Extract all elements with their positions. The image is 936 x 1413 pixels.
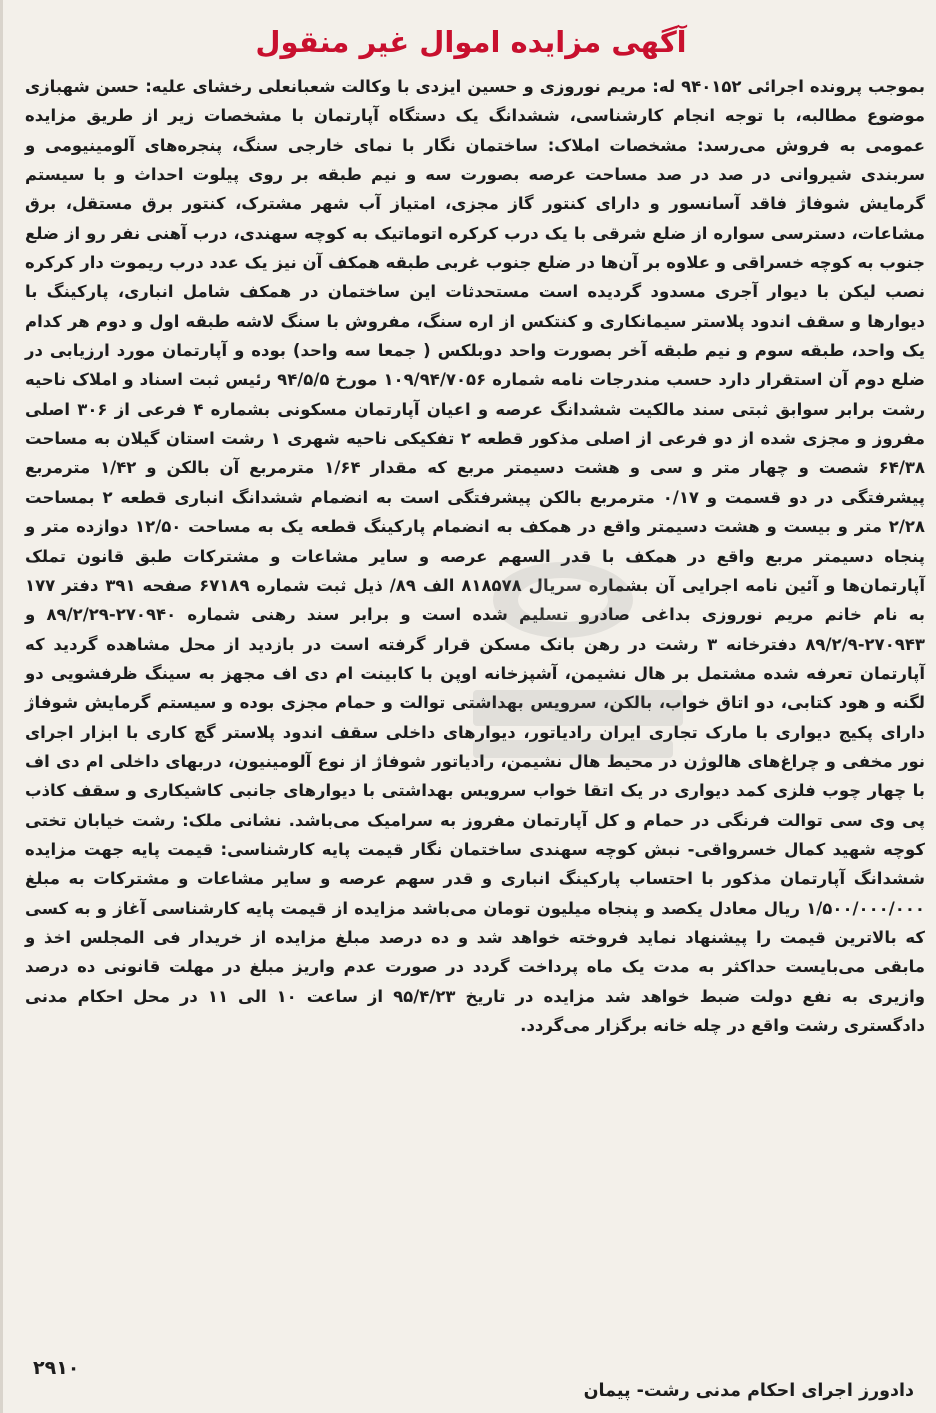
issuer-signature: دادورز اجرای احکام مدنی رشت- پیمان bbox=[583, 1381, 914, 1401]
ad-code: ۲۹۱۰ bbox=[33, 1357, 80, 1379]
notice-title: آگهی مزایده اموال غیر منقول bbox=[255, 25, 687, 59]
notice-body: بموجب پرونده اجرائی ۹۴۰۱۵۲ له: مریم نوروزی و حسین ایزدی با وکالت شعبانعلی رخشای علیه: حسن شهبازی موضوع مطالبه، با توجه انجام کارشناسی، ششدانگ یک دستگاه آپارتمان با مشخصات زیر از طریق مزایده عمومی به فروش می‌رسد: مشخصات املاک: ساختمان نگار با نمای خارجی سنگ، پنجره‌های آلومینیومی و سربندی شیروانی در صد در صد مساحت عرصه بصورت سه و نیم طبقه بر روی پیلوت احداث و با سیستم گرمایش شوفاژ فاقد آسانسور و دارای کنتور گاز مجزی، امتیاز آب شهر مشترک، کنتور برق مستقل، برق مشاعات، دسترسی سواره از ضلع شرقی با یک درب کرکره اتوماتیک به کوچه سهندی، درب آهنی نفر رو از ضلع جنوب به کوچه خسراقی و علاوه بر آن‌ها در ضلع جنوب غربی طبقه همکف آن نیز یک عدد درب ریموت دار کرکره نصب لیکن با دیوار آجری مسدود گردیده است مستحدثات این ساختمان در همکف شامل انباری، پارکینگ با دیوارها و سقف اندود پلاستر سیمانکاری و کنتکس از اره سنگ، مفروش با سنگ لاشه طبقه اول و دوم هر کدام یک واحد، طبقه سوم و نیم طبقه آخر بصورت واحد دوبلکس ( جمعا سه واحد) بوده و آپارتمان مورد ارزیابی در ضلع دوم آن استقرار دارد حسب مندرجات نامه شماره ۱۰۹/۹۴/۷۰۵۶ مورخ ۹۴/۵/۵ رئیس ثبت اسناد و املاک ناحیه رشت برابر سوابق ثبتی سند مالکیت ششدانگ عرصه و اعیان آپارتمان مسکونی بشماره ۴ فرعی از ۳۰۶ اصلی مفروز و مجزی شده از دو فرعی از اصلی مذکور قطعه ۲ تفکیکی ناحیه شهری ۱ رشت استان گیلان به مساحت ۶۴/۳۸ شصت و چهار متر و سی و هشت دسیمتر مربع که مقدار ۱/۶۴ مترمربع آن بالکن و ۱/۴۲ مترمربع پیشرفتگی در دو قسمت و ۰/۱۷ مترمربع بالکن پیشرفتگی است به انضمام ششدانگ انباری قطعه ۲ بمساحت ۲/۲۸ متر و بیست و هشت دسیمتر واقع در همکف به انضمام پارکینگ قطعه یک به مساحت ۱۲/۵۰ دوازده متر و پنجاه دسیمتر مربع واقع در همکف با قدر السهم عرصه و سایر مشاعات و مشترکات طبق قانون تملک آپارتمان‌ها و آئین نامه اجرایی آن بشماره سریال ۸۱۸۵۷۸ الف ۸۹/ ذیل ثبت شماره ۶۷۱۸۹ صفحه ۳۹۱ دفتر ۱۷۷ به نام خانم مریم نوروزی بداغی صادرو تسلیم شده است و برابر سند رهنی شماره ۲۷۰۹۴۰-۸۹/۲/۲۹ و ۲۷۰۹۴۳-۸۹/۲/۹ دفترخانه ۳ رشت در رهن بانک مسکن قرار گرفته است در بازدید از محل مشاهده گردید که آپارتمان تعرفه شده مشتمل بر هال نشیمن، آشپزخانه اوپن با کابینت ام دی اف مجهز به سینگ ظرفشویی دو لگنه و هود کتابی، دو اتاق خواب، بالکن، سرویس بهداشتی توالت و حمام مجزی بوده و سیستم گرمایش شوفاژ دارای پکیج دیواری با مارک تجاری ایران رادیاتور، دیوارهای داخلی سقف اندود پلاستر گچ کاری با ابزار اجرای نور مخفی و چراغ‌های هالوژن در محیط هال نشیمن، رادیاتور شوفاژ از نوع آلومینیون، دربهای داخلی ام دی اف با چهار چوب فلزی کمد دیواری در یک اتقا خواب سرویس بهداشتی با دیوارهای جانبی کاشیکاری و سقف کاذب پی وی سی توالت فرنگی در حمام و کل آپارتمان مفروز به سرامیک می‌باشد. نشانی ملک: رشت خیابان تختی کوچه شهید کمال خسرواقی- نبش کوچه سهندی ساختمان نگار قیمت پایه کارشناسی: قیمت پایه جهت مزایده ششدانگ آپارتمان مذکور با احتساب پارکینگ انباری و قدر سهم عرصه و سایر مشاعات و مشترکات به مبلغ ۱/۵۰۰/۰۰۰/۰۰۰ ریال معادل یکصد و پنجاه میلیون تومان می‌باشد مزایده از قیمت پایه کارشناسی آغاز و به کسی که بالاترین قیمت را پیشنهاد نماید فروخته خواهد شد و ده درصد مبلغ مزایده از خریدار فی المجلس اخذ و مابقی می‌بایست حداکثر به مدت یک ماه پرداخت گردد در صورت عدم واریز مبلغ در مهلت قانونی ده درصد وازیری به نفع دولت ضبط خواهد شد مزایده در تاریخ ۹۵/۴/۲۳ از ساعت ۱۰ الی ۱۱ در محل احکام مدنی دادگستری رشت واقع در چله خانه برگزار می‌گردد. bbox=[25, 77, 926, 1035]
